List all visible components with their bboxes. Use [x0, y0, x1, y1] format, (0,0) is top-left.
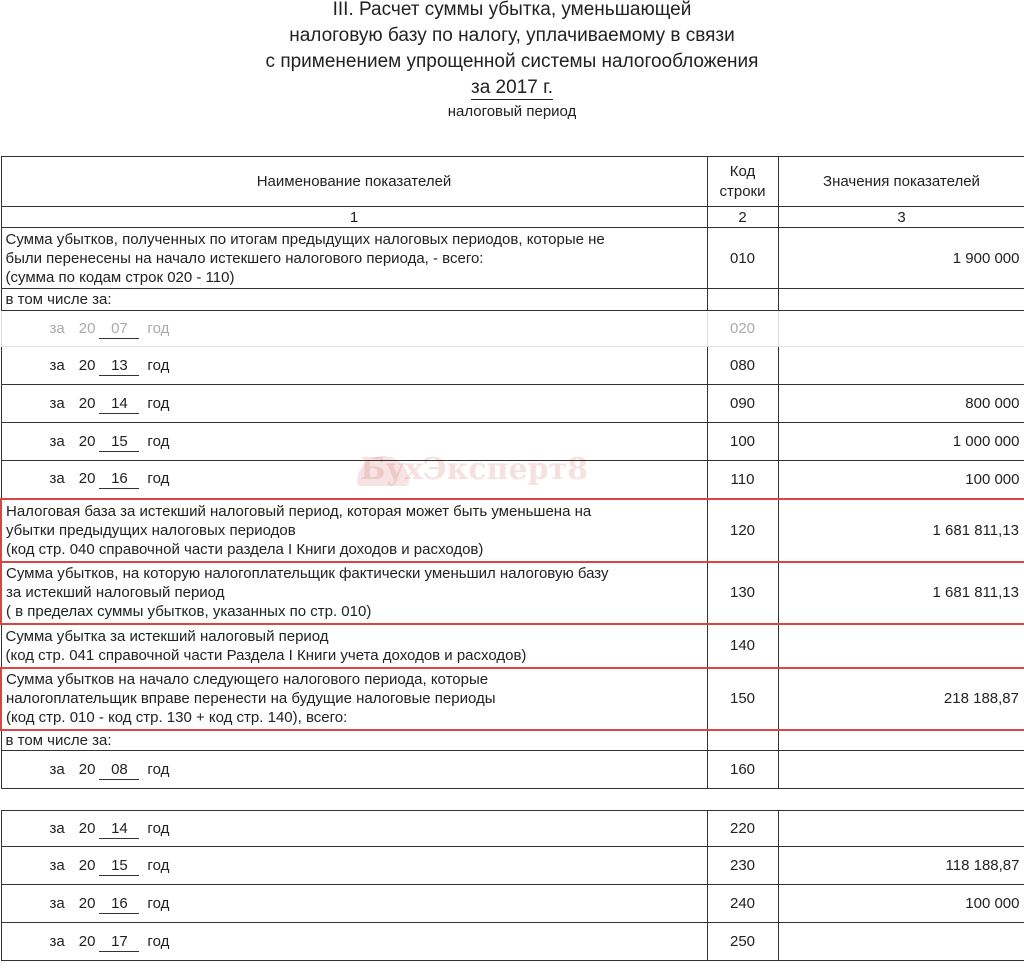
year-row-230: за 20 15 год 230 118 188,87 — [1, 847, 1024, 885]
header-value: Значения показателей — [778, 157, 1024, 207]
column-numbers-row — [1, 207, 1024, 228]
column-number-2: 2 — [707, 207, 778, 228]
including-row-1 — [1, 289, 1024, 311]
row-120-value[interactable]: 1 681 811,13 — [778, 499, 1024, 562]
row-150-code: 150 — [707, 668, 778, 730]
row-010 — [1, 228, 1024, 289]
year-row-160: за 20 08 год 160 — [1, 751, 1024, 789]
year-field[interactable]: 16 — [99, 470, 139, 489]
year-field[interactable]: 15 — [99, 857, 139, 876]
header-name: Наименование показателей — [1, 157, 707, 207]
including-label-2: в том числе за: — [1, 730, 707, 751]
year-field[interactable]: 13 — [99, 357, 139, 376]
year-row-020: за 20 07 год 020 — [1, 311, 1024, 347]
including-row-2 — [1, 730, 1024, 751]
row-120-code: 120 — [707, 499, 778, 562]
including-label-1: в том числе за: — [1, 289, 707, 311]
year-field[interactable]: 08 — [99, 761, 139, 780]
row-140-code: 140 — [707, 624, 778, 668]
row-140: Сумма убытка за истекший налоговый период (код стр. 041 справочной части Раздела I Книги учета доходов и расходов) 140 — [1, 624, 1024, 668]
tax-period-value[interactable]: за 2017 г. — [471, 77, 553, 98]
row-150-value[interactable]: 218 188,87 — [778, 668, 1024, 730]
row-010-text-1: Сумма убытков, полученных по итогам предыдущих налоговых периодов, которые не — [5, 230, 605, 248]
row-010-value[interactable]: 1 900 000 — [778, 228, 1024, 289]
year-row-090: за 20 14 год 090 800 000 — [1, 385, 1024, 423]
title-line-3: с применением упрощенной системы налогообложения — [265, 51, 759, 72]
header-code: Код строки — [707, 157, 778, 207]
row-010-label — [1, 228, 707, 289]
row-130-code: 130 — [707, 562, 778, 624]
row-150: Сумма убытков на начало следующего налогового периода, которые налогоплательщик вправе перенести на будущие налоговые периоды (код стр. 010 - код стр. 130 + код стр. 140), всего: 150 218 188,87 — [1, 668, 1024, 730]
title-line-2: налоговую базу по налогу, уплачиваемому в связи — [289, 25, 735, 46]
year-field[interactable]: 17 — [99, 933, 139, 952]
row-130-value[interactable]: 1 681 811,13 — [778, 562, 1024, 624]
row-120: Налоговая база за истекший налоговый период, которая может быть уменьшена на убытки предыдущих налоговых периодов (код стр. 040 справочной части раздела I Книги доходов и расходов) 120 1 681 811,13 — [1, 499, 1024, 562]
year-field[interactable]: 15 — [99, 433, 139, 452]
table-header-row — [1, 157, 1024, 207]
row-140-value[interactable] — [778, 624, 1024, 668]
year-field[interactable]: 07 — [99, 320, 139, 339]
column-number-3: 3 — [778, 207, 1024, 228]
row-130: Сумма убытков, на которую налогоплательщик фактически уменьшил налоговую базу за истекший налоговый период ( в пределах суммы убытков, указанных по стр. 010) 130 1 681 811,13 — [1, 562, 1024, 624]
loss-calculation-table — [0, 156, 1024, 961]
form-title — [0, 0, 1024, 101]
row-010-text-3: (сумма по кодам строк 020 - 110) — [5, 268, 235, 286]
title-line-1: III. Расчет суммы убытка, уменьшающей — [332, 0, 692, 20]
year-row-240: за 20 16 год 240 100 000 — [1, 885, 1024, 923]
row-gap — [1, 789, 1024, 811]
year-field[interactable]: 14 — [99, 395, 139, 414]
year-row-100: за 20 15 год 100 1 000 000 — [1, 423, 1024, 461]
year-row-250: за 20 17 год 250 — [1, 923, 1024, 961]
column-number-1: 1 — [1, 207, 707, 228]
row-010-code: 010 — [707, 228, 778, 289]
row-010-text-2: были перенесены на начало истекшего налогового периода, - всего: — [5, 249, 484, 267]
year-field[interactable]: 16 — [99, 895, 139, 914]
year-row-080: за 20 13 год 080 — [1, 347, 1024, 385]
year-row-110: за 20 16 год 110 100 000 — [1, 461, 1024, 499]
year-row-220: за 20 14 год 220 — [1, 811, 1024, 847]
year-field[interactable]: 14 — [99, 820, 139, 839]
watermark: БухЭксперт8 — [360, 452, 589, 487]
tax-period-caption: налоговый период — [447, 103, 577, 120]
